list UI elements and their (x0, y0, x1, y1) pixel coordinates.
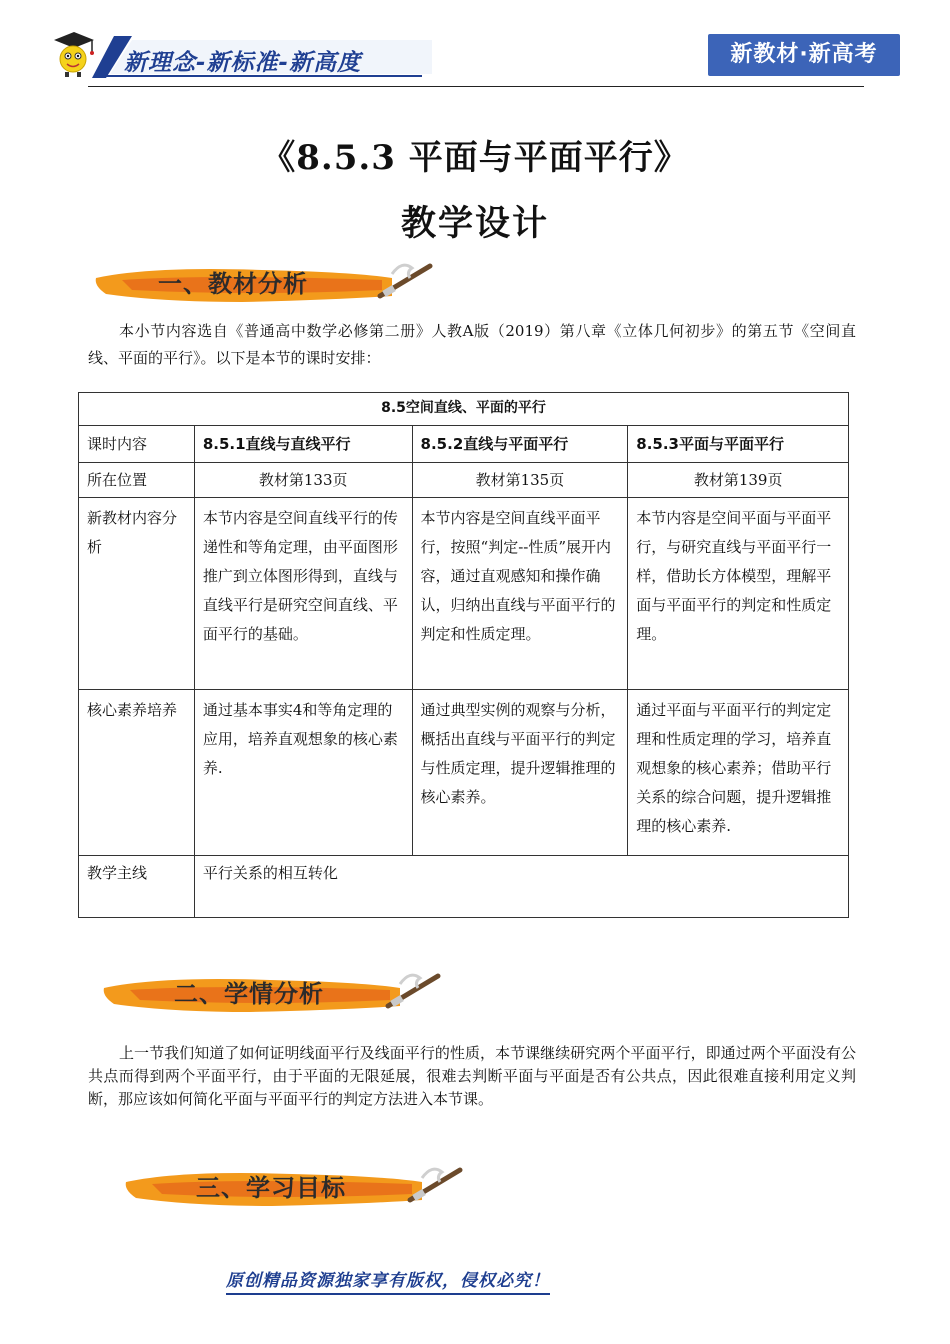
section-1-paragraph: 本小节内容选自《普通高中数学必修第二册》人教A版（2019）第八章《立体几何初步》的第五节《空间直线、平面的平行》。以下是本节的课时安排： (88, 322, 856, 367)
section-banner-2 (100, 966, 460, 1018)
table-cell: 教材第139页 (628, 463, 849, 498)
graduate-mascot-icon (48, 28, 98, 78)
copyright-footer: 原创精品资源独家享有版权，侵权必究！ (226, 1266, 550, 1295)
page-subtitle: 教学设计 (400, 203, 549, 244)
table-row (79, 690, 849, 856)
page-title: 《8.5.3 平面与平面平行》 (261, 138, 689, 178)
row-label: 所在位置 (79, 463, 195, 498)
section-heading: 三、学习目标 (196, 1173, 346, 1202)
lesson-schedule-table (78, 392, 849, 918)
table-cell: 本节内容是空间直线平面平行，按照“判定--性质”展开内容，通过直观感知和操作确认，归纳出直线与平面平行的判定和性质定理。 (412, 498, 628, 690)
row-label: 课时内容 (79, 426, 195, 463)
table-caption: 8.5空间直线、平面的平行 (79, 393, 849, 426)
table-cell: 通过典型实例的观察与分析，概括出直线与平面平行的判定与性质定理，提升逻辑推理的核心素养。 (412, 690, 628, 856)
table-row (79, 426, 849, 463)
table-row (79, 498, 849, 690)
table-cell: 教材第135页 (412, 463, 628, 498)
row-label: 新教材内容分析 (79, 498, 195, 690)
row-label: 核心素养培养 (79, 690, 195, 856)
section-2-paragraph: 上一节我们知道了如何证明线面平行及线面平行的性质，本节课继续研究两个平面平行，即通过两个平面没有公共点而得到两个平面平行，由于平面的无限延展，很难去判断平面与平面是否有公共点，因此很难直接利用定义判断，那应该如何简化平面与平面平行的判定方法进入本节课。 (88, 1044, 856, 1108)
table-cell: 8.5.1直线与直线平行 (194, 426, 412, 463)
table-caption-row (79, 393, 849, 426)
header-divider (88, 86, 864, 87)
table-cell: 平行关系的相互转化 (194, 856, 848, 918)
table-cell: 8.5.2直线与平面平行 (412, 426, 628, 463)
section-heading: 一、教材分析 (158, 269, 308, 298)
table-cell: 通过基本事实4和等角定理的应用，培养直观想象的核心素养. (194, 690, 412, 856)
section-banner-1 (92, 256, 452, 308)
slogan: 新理念-新标准-新高度 (124, 50, 362, 76)
row-label: 教学主线 (79, 856, 195, 918)
table-cell: 教材第133页 (194, 463, 412, 498)
section-heading: 二、学情分析 (174, 979, 324, 1008)
section-banner-3 (122, 1160, 482, 1212)
table-cell: 通过平面与平面平行的判定定理和性质定理的学习，培养直观想象的核心素养；借助平行关系的综合问题，提升逻辑推理的核心素养. (628, 690, 849, 856)
page-header (0, 0, 950, 100)
table-cell: 8.5.3平面与平面平行 (628, 426, 849, 463)
table-row (79, 856, 849, 918)
table-cell: 本节内容是空间直线平行的传递性和等角定理，由平面图形推广到立体图形得到，直线与直线平行是研究空间直线、平面平行的基础。 (194, 498, 412, 690)
brand-badge: 新教材·新高考 (708, 34, 900, 76)
table-cell: 本节内容是空间平面与平面平行，与研究直线与平面平行一样，借助长方体模型，理解平面与平面平行的判定和性质定理。 (628, 498, 849, 690)
table-row (79, 463, 849, 498)
